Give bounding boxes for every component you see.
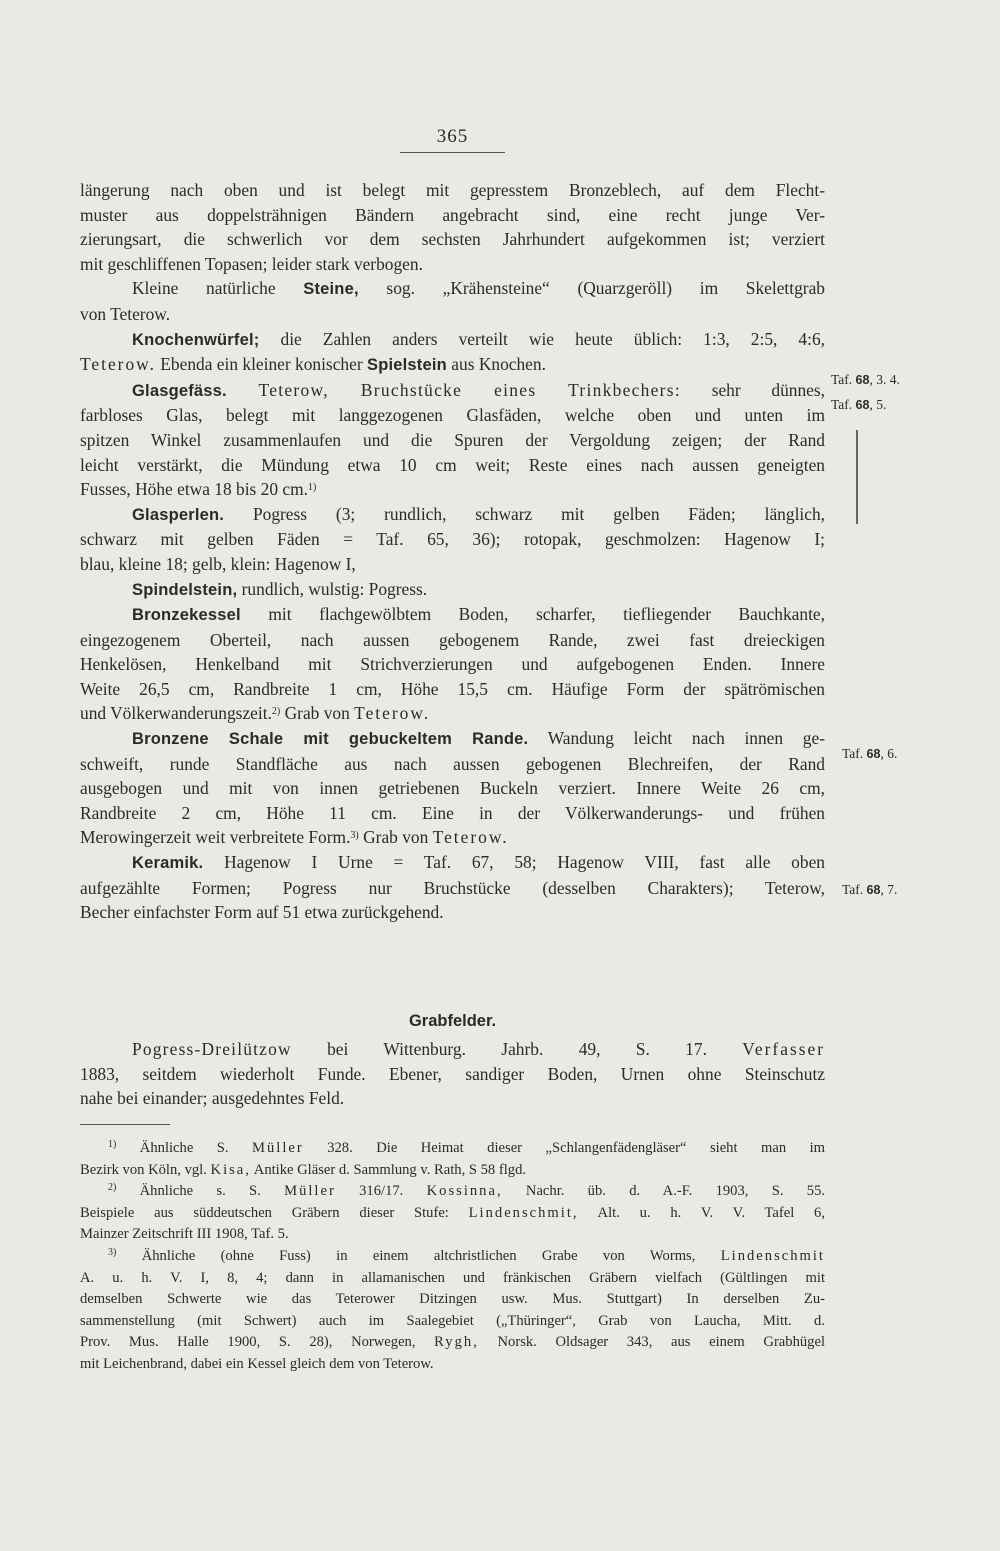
sidenote-number: 68 <box>855 398 870 412</box>
author-name: Kisa, <box>210 1161 251 1178</box>
text-segment: 328. Die Heimat dieser „Schlangenfädengläser“ sieht man im <box>303 1140 825 1156</box>
text-segment: sehr dünnes, <box>680 379 825 400</box>
sidenote-text: Taf. <box>842 746 867 761</box>
text-segment: und Völkerwanderungszeit. <box>80 703 272 724</box>
text-line: leicht verstärkt, die Mündung etwa 10 cm weit; Reste eines nach aussen geneigten <box>80 454 825 475</box>
text-line: schweift, runde Standfläche aus nach aussen gebogenen Blechreifen, der Rand <box>80 753 825 774</box>
text-segment: Bezirk von Köln, vgl. <box>80 1161 211 1178</box>
sidenote-text: , 5. <box>869 397 887 412</box>
text-segment: Ebenda ein kleiner konischer <box>155 354 367 375</box>
text-line: mit Leichenbrand, dabei ein Kessel gleich dem von Teterow. <box>80 1355 434 1372</box>
paragraph-knochenwuerfel <box>80 327 825 378</box>
text-segment: Teterow, Bruchstücke eines Trinkbechers: <box>226 379 681 400</box>
sidenote-number: 68 <box>866 747 881 761</box>
page-number-rule <box>400 152 505 153</box>
place-name: Teterow. <box>432 827 509 848</box>
text-line: muster aus doppelsträhnigen Bändern angebracht sind, eine recht junge Ver- <box>80 204 825 225</box>
paragraph-bronzene-schale <box>80 726 825 850</box>
entry-term: Spielstein <box>366 356 447 375</box>
entry-term: Keramik. <box>132 854 204 873</box>
text-line <box>80 276 825 302</box>
text-segment: Grab von <box>358 827 433 848</box>
paragraph-glasgefaess <box>80 378 825 502</box>
sidenote-text: Taf. <box>831 372 856 387</box>
text-line <box>80 701 825 726</box>
paragraph-pogress <box>80 1037 825 1111</box>
text-segment: Norsk. Oldsager 343, aus einem Grabhügel <box>478 1334 825 1351</box>
entry-term: Steine, <box>303 280 359 299</box>
entry-term: Knochenwürfel; <box>132 330 260 349</box>
text-line <box>80 850 825 876</box>
text-segment: mit flachgewölbtem Boden, scharfer, tiefliegender Bauchkante, <box>240 604 825 625</box>
text-segment: Ähnliche s. S. <box>116 1183 285 1200</box>
text-line: Weite 26,5 cm, Randbreite 1 cm, Höhe 15,5 cm. Häufige Form der spätrömischen <box>80 678 825 699</box>
text-segment: 316/17. <box>335 1183 427 1200</box>
text-line: schwarz mit gelben Fäden = Taf. 65, 36); rotopak, geschmolzen: Hagenow I; <box>80 529 825 550</box>
text-line: nahe bei einander; ausgedehntes Feld. <box>80 1088 345 1109</box>
sidenote-number: 68 <box>855 373 870 387</box>
sidenote-plate-ref <box>842 882 897 898</box>
main-text <box>80 178 825 925</box>
text-segment: Prov. Mus. Halle 1900, S. 28), Norwegen, <box>80 1334 435 1351</box>
text-segment: Ähnliche (ohne Fuss) in einem altchristlichen Grabe von Worms, <box>116 1247 721 1264</box>
text-line: Henkelösen, Henkelband mit Strichverzierungen und aufgebogenen Enden. Innere <box>80 654 825 675</box>
sidenote-text: , 6. <box>880 746 898 761</box>
entry-term: Bronzekessel <box>132 606 241 625</box>
footnote-ref: 2) <box>271 706 281 718</box>
text-line <box>80 1246 825 1268</box>
paragraph-steine <box>80 276 825 326</box>
author-name: Rygh, <box>434 1334 479 1351</box>
text-line <box>80 502 825 528</box>
paragraph-glasperlen <box>80 502 825 577</box>
page-number: 365 <box>436 126 469 147</box>
sidenote-number: 68 <box>866 883 881 897</box>
text-segment: Alt. u. h. V. V. Tafel 6, <box>578 1204 825 1221</box>
text-segment: Pogress (3; rundlich, schwarz mit gelben Fäden; länglich, <box>224 503 825 524</box>
place-name: Teterow. <box>354 703 431 724</box>
text-line: Becher einfachster Form auf 51 etwa zurückgehend. <box>80 902 444 923</box>
paragraph-bronzekessel <box>80 602 825 726</box>
text-segment: Ähnliche S. <box>116 1140 253 1156</box>
footnote-rule <box>80 1124 170 1125</box>
text-line <box>80 352 825 378</box>
text-line <box>80 726 825 752</box>
text-segment: sog. „Krähensteine“ (Quarzgeröll) im Skelettgrab <box>358 278 825 299</box>
text-line: aufgezählte Formen; Pogress nur Bruchstücke (desselben Charakters); Teterow, <box>80 877 825 898</box>
text-line <box>80 825 825 850</box>
paragraph-keramik <box>80 850 825 925</box>
text-segment: aus Knochen. <box>446 354 546 375</box>
footnote-mark: 1) <box>108 1139 117 1150</box>
place-name: Teterow. <box>80 354 156 375</box>
text-segment: Fusses, Höhe etwa 18 bis 20 cm. <box>80 479 308 500</box>
text-line <box>80 477 825 502</box>
text-line: farbloses Glas, belegt mit langgezogenen Glasfäden, welche oben und unten im <box>80 405 825 426</box>
text-segment: rundlich, wulstig: Pogress. <box>237 578 428 599</box>
text-segment: Wandung leicht nach innen ge- <box>528 728 825 749</box>
entry-term: Bronzene Schale mit gebuckeltem Rande. <box>132 730 529 749</box>
footnote-mark: 2) <box>108 1182 117 1194</box>
entry-term: Spindelstein, <box>132 580 238 599</box>
text-segment: bei Wittenburg. Jahrb. 49, S. 17. <box>291 1039 743 1059</box>
text-line: von Teterow. <box>80 303 171 324</box>
footnote-ref: 1) <box>308 482 317 494</box>
author-name: Verfasser <box>742 1039 825 1059</box>
author-name: Lindenschmit <box>720 1247 825 1264</box>
text-line: Randbreite 2 cm, Höhe 11 cm. Eine in der Völkerwanderungs- und frühen <box>80 802 825 823</box>
text-segment: Nachr. üb. d. A.-F. 1903, S. 55. <box>502 1183 825 1200</box>
entry-term: Glasperlen. <box>132 505 225 524</box>
text-segment: Hagenow I Urne = Taf. 67, 58; Hagenow VIII, fast alle oben <box>203 852 825 873</box>
sidenote-plate-ref <box>831 397 886 413</box>
text-line <box>80 378 825 404</box>
footnotes <box>80 1138 825 1376</box>
text-line: Mainzer Zeitschrift III 1908, Taf. 5. <box>80 1226 289 1243</box>
section-heading: Grabfelder. <box>408 1012 497 1030</box>
sidenote-text: , 3. 4. <box>869 372 900 387</box>
text-line: blau, kleine 18; gelb, klein: Hagenow I, <box>80 553 356 574</box>
text-line <box>80 1181 825 1203</box>
paragraph-spindelstein <box>80 577 825 603</box>
footnote <box>80 1246 825 1376</box>
entry-term: Glasgefäss. <box>132 381 227 400</box>
paragraph-continuation <box>80 178 825 276</box>
text-segment: Beispiele aus süddeutschen Gräbern dieser Stufe: <box>80 1204 469 1221</box>
text-line <box>80 1332 825 1354</box>
text-segment: Grab von <box>280 703 355 724</box>
place-name: Pogress-Dreilützow <box>132 1039 292 1059</box>
text-segment: Kleine natürliche <box>132 278 304 299</box>
author-name: Müller <box>252 1140 304 1156</box>
text-line: mit geschliffenen Topasen; leider stark verbogen. <box>80 253 423 274</box>
text-line <box>80 327 825 353</box>
grabfelder-text <box>80 1037 825 1111</box>
author-name: Müller <box>284 1183 336 1200</box>
text-line <box>80 1203 825 1225</box>
text-line: ausgebogen und mit von innen getriebenen Buckeln verziert. Innere Weite 26 cm, <box>80 778 825 799</box>
sidenote-text: Taf. <box>842 882 867 897</box>
footnote <box>80 1138 825 1181</box>
sidenote-plate-ref <box>842 746 897 762</box>
text-line <box>80 1037 825 1062</box>
text-line <box>80 1160 825 1182</box>
sidenote-text: Taf. <box>831 397 856 412</box>
text-line <box>80 602 825 628</box>
text-line: zierungsart, die schwerlich vor dem sechsten Jahrhundert aufgekommen ist; verziert <box>80 229 825 250</box>
text-line <box>80 1138 825 1160</box>
text-segment: die Zahlen anders verteilt wie heute üblich: 1:3, 2:5, 4:6, <box>259 328 825 349</box>
text-line <box>80 577 825 603</box>
text-line: demselben Schwerte wie das Teterower Ditzingen usw. Mus. Stuttgart) In derselben Zu- <box>80 1291 825 1308</box>
sidenote-bracket <box>856 430 858 524</box>
author-name: Lindenschmit, <box>468 1204 579 1221</box>
text-line: eingezogenem Oberteil, nach aussen gebogenem Rande, zwei fast dreieckigen <box>80 629 825 650</box>
footnote <box>80 1181 825 1246</box>
footnote-ref: 3) <box>350 830 359 842</box>
text-line: längerung nach oben und ist belegt mit gepresstem Bronzeblech, auf dem Flecht- <box>80 180 825 200</box>
text-line: A. u. h. V. I, 8, 4; dann in allamanischen und fränkischen Gräbern vielfach (Gültlingen mit <box>80 1269 825 1286</box>
text-line: sammenstellung (mit Schwert) auch im Saalegebiet („Thüringer“, Grab von Laucha, Mitt. d. <box>80 1312 825 1329</box>
text-segment: Antike Gläser d. Sammlung v. Rath, S 58 flgd. <box>250 1161 527 1178</box>
sidenote-text: , 7. <box>880 882 898 897</box>
author-name: Kossinna, <box>426 1183 503 1200</box>
text-line: spitzen Winkel zusammenlaufen und die Spuren der Vergoldung zeigen; der Rand <box>80 429 825 450</box>
footnote-mark: 3) <box>108 1246 117 1258</box>
sidenote-plate-ref <box>831 372 900 388</box>
text-line: 1883, seitdem wiederholt Funde. Ebener, sandiger Boden, Urnen ohne Steinschutz <box>80 1063 825 1084</box>
text-segment: Merowingerzeit weit verbreitete Form. <box>80 827 351 848</box>
